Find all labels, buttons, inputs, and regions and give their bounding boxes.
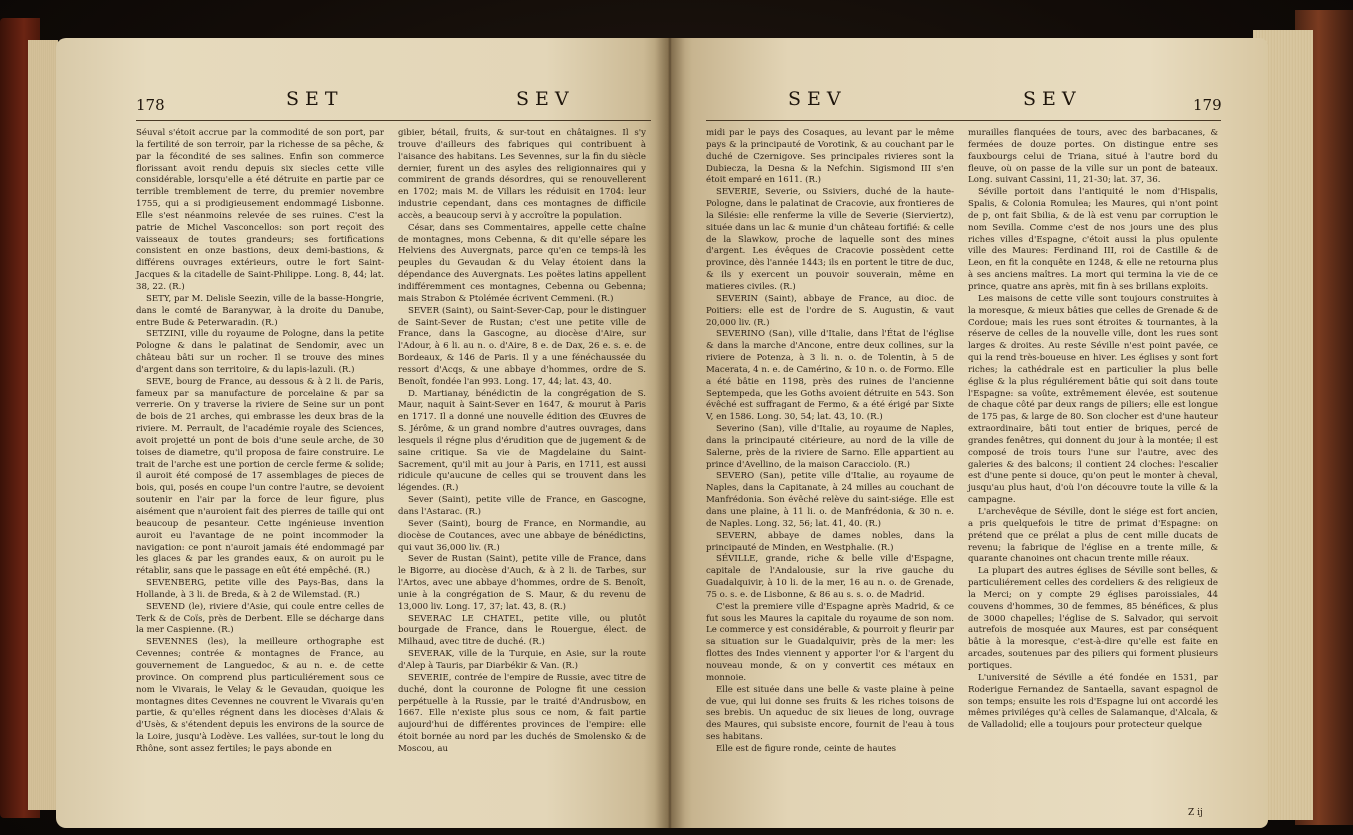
page-edges-left bbox=[28, 40, 58, 810]
article-paragraph: SEVERN, abbaye de dames nobles, dans la principauté de Minden, en Westphalie. (R.) bbox=[706, 530, 954, 553]
right-page-number: 179 bbox=[1193, 96, 1222, 114]
article-paragraph: L'archevêque de Séville, dont le siége est fort ancien, a pris quelquefois le titre de primat d'Espagne: on prétend que ce prélat a plus de cent mille ducats de revenu; la fabrique de l'église en a trente mille, & quarante chanoines ont chacun trente mille réaux. bbox=[968, 507, 1218, 565]
article-paragraph: SEVER (Saint), ou Saint-Sever-Cap, pour le distinguer de Saint-Sever de Rustan; c'est une petite ville de France, dans la Gascogne, au diocèse d'Aire, sur l'Adour, à 6 li. au n. o. d'Aire, 8 e. de Dax, 26 e. s. e. de Bordeaux, & 146 de Paris. Il y a une fénéchaussée du ressort d'Acqs, & une abbaye d'hommes, ordre de S. Benoît, fondée l'an 993. Long. 17, 44; lat. 43, 40. bbox=[398, 305, 646, 387]
article-paragraph: midi par le pays des Cosaques, au levant par le même pays & la principauté de Vorotink, & au couchant par le duché de Czernigove. Ses principales rivieres sont la Dubiecza, la Desna & la Nefchin. Sigismond III s'en étoit emparé en 1611. (R.) bbox=[706, 128, 954, 186]
article-paragraph: Séuval s'étoit accrue par la commodité de son port, par la fertilité de son terroir, par la richesse de sa pêche, & par la fécondité de ses salines. Enfin son commerce florissant avoit rendu depuis six siecles cette ville considérable, lorsqu'elle a été détruite en partie par ce terrible tremblement de terre, du premier novembre 1755, qui a si prodigieusement endommagé Lisbonne. Elle s'est néanmoins relevée de ses ruines. C'est la patrie de Michel Vasconcellos: son port reçoit des vaisseaux de toutes grandeurs; ses fortifications consistent en onze bastions, deux demi-bastions, & différens ouvrages extérieurs, outre le fort Saint-Jacques & la citadelle de Saint-Philippe. Long. 8, 44; lat. 38, 22. (R.) bbox=[136, 128, 384, 292]
article-paragraph: SEVERINO (San), ville d'Italie, dans l'État de l'église & dans la marche d'Ancone, entre deux collines, sur la riviere de Potenza, à 3 li. n. o. de Tolentin, à 5 de Macerata, 4 n. e. de Camérino, & 10 n. o. de Formo. Elle a été bâtie en 1198, près des ruines de l'ancienne Septempeda, que les Goths avoient détruite en 543. Son évêché est suffragant de Fermo, & a été érigé par Sixte V, en 1586. Long. 30, 54; lat. 43, 10. (R.) bbox=[706, 329, 954, 423]
article-paragraph: SEVERAK, ville de la Turquie, en Asie, sur la route d'Alep à Tauris, par Diarbékir & Van. (R.) bbox=[398, 649, 646, 671]
book-gutter bbox=[655, 38, 685, 828]
article-paragraph: Elle est située dans une belle & vaste plaine à peine de vue, qui lui donne ses fruits & les riches toisons de ses brebis. Un aqueduc de six lieues de long, ouvrage des Maures, qui subsiste encore, fournit de l'eau à tous ses habitans. bbox=[706, 684, 954, 743]
article-paragraph: SEVERO (San), petite ville d'Italie, au royaume de Naples, dans la Capitanate, à 24 milles au couchant de Manfrédonia. Son évêché relève du saint-siége. Elle est dans une plaine, à 11 li. o. de Manfrédonia, & 30 n. e. de Naples. Long. 32, 56; lat. 41, 40. (R.) bbox=[706, 471, 954, 529]
article-paragraph: SEVERAC LE CHATEL, petite ville, ou plutôt bourgade de France, dans le Rouergue, élect. de Milhaud, avec titre de duché. (R.) bbox=[398, 613, 646, 648]
article-paragraph: Sever (Saint), petite ville de France, en Gascogne, dans l'Astarac. (R.) bbox=[398, 495, 646, 517]
article-paragraph: SÉVILLE, grande, riche & belle ville d'Espagne, capitale de l'Andalousie, sur la rive gauche du Guadalquivir, à 10 li. de la mer, 16 au n. o. de Grenade, 75 o. s. e. de Lisbonne, & 86 au s. s. o. de Madrid. bbox=[706, 554, 954, 600]
article-paragraph: Severino (San), ville d'Italie, au royaume de Naples, dans la principauté citérieure, au nord de la ville de Salerne, près de la riviere de Sarno. Elle appartient au prince d'Avellino, de la maison Caracciolo. (R.) bbox=[706, 424, 954, 470]
article-paragraph: Séville portoit dans l'antiquité le nom d'Hispalis, Spalis, & Colonia Romulea; les Maures, qui n'ont point de p, ont fait Sbilia, & de là est venu par corruption le nom Sevilla. Comme c'est de nos jours une des plus riches villes d'Espagne, c'étoit aussi la plus opulente ville des Maures: Ferdinand III, roi de Castille & de Leon, en fit la conquête en 1248, & elle ne retourna plus à ses anciens maîtres. La mort qui termina la vie de ce prince, quatre ans après, mit fin à ses brillans exploits. bbox=[968, 187, 1218, 292]
right-header-rule bbox=[706, 120, 1221, 121]
article-paragraph: SEVENNES (les), la meilleure orthographe est Cevennes; contrée & montagnes de France, au gouvernement de Languedoc, & au n. e. de cette province. On comprend plus particuliérement sous ce nom le Vivarais, le Velay & le Gevaudan, quoique les montagnes dites Cevennes ne couvrent le Vivarais qu'en partie, & qu'elles régnent dans les diocèses d'Alais & d'Usès, & s'étendent depuis les environs de la source de la Loire, jusqu'à Lodève. Les vallées, sur-tout le long du Rhône, sont assez fertiles; le pays abonde en bbox=[136, 637, 384, 754]
article-paragraph: SEVERIE, contrée de l'empire de Russie, avec titre de duché, dont la couronne de Pologne fit une cession perpétuelle à la Russie, par le traité d'Andrusbow, en 1667. Elle n'existe plus sous ce nom, & fait partie aujourd'hui de différentes provinces de l'empire: elle étoit bornée au nord par les duchés de Smolensko & de Moscou, au bbox=[398, 672, 646, 754]
article-paragraph: Elle est de figure ronde, ceinte de hautes bbox=[716, 743, 897, 754]
left-page-column-1 bbox=[136, 128, 384, 756]
article-paragraph: César, dans ses Commentaires, appelle cette chaîne de montagnes, mons Cebenna, & dit qu'elle sépare les Helviens des Auvergnats, parce qu'en ce temps-là les peuples du Gevaudan & du Velay étoient dans la dépendance des Auvergnats. Les poëtes latins appellent indifféremment ces montagnes, Cebenna ou Gebenna; mais Strabon & Ptolémée écrivent Cemmeni. (R.) bbox=[398, 222, 646, 304]
article-paragraph: murailles flanquées de tours, avec des barbacanes, & fermées de douze portes. On distingue entre ses fauxbourgs celui de Triana, situé à l'autre bord du fleuve, où on passe de la ville sur un pont de bateaux. Long. suivant Cassini, 11, 21-30; lat. 37, 36. bbox=[968, 128, 1218, 186]
left-page-header-left: SET bbox=[286, 88, 344, 110]
article-paragraph: SETZINI, ville du royaume de Pologne, dans la petite Pologne & dans le palatinat de Sendomir, avec un château bâti sur un rocher. Il se trouve des mines d'argent dans son territoire, & du lapis-lazuli. (R.) bbox=[136, 329, 384, 375]
left-page-header-right: SEV bbox=[516, 88, 575, 110]
article-paragraph: gibier, bétail, fruits, & sur-tout en châtaignes. Il s'y trouve d'ailleurs des fabriques qui contribuent à l'aisance des habitans. Les Sevennes, sur la fin du siècle dernier, furent un des asyles des religionnaires qui y commirent de grands désordres, qui se renouvellerent en 1702; mais M. de Villars les réduisit en 1704: leur industrie cependant, dans ces montagnes de difficile accès, a beaucoup servi à y accroître la population. bbox=[398, 128, 646, 221]
article-paragraph: D. Martianay, bénédictin de la congrégation de S. Maur, naquit à Saint-Sever en 1647, & mourut à Paris en 1717. Il a donné une nouvelle édition des Œuvres de S. Jérôme, & un grand nombre d'autres ouvrages, dans lesquels il régne plus d'érudition que de jugement & de saine critique. Sa vie de Magdelaine du Saint-Sacrement, qu'il mit au jour à Paris, en 1711, est aussi ridicule qu'aucune de celles qui se trouvent dans les légendes. (R.) bbox=[398, 388, 646, 494]
left-page-column-2 bbox=[398, 128, 646, 756]
article-paragraph: SETY, par M. Delisle Seezin, ville de la basse-Hongrie, dans le comté de Baranywar, à la droite du Danube, entre Bude & Peterwaradin. (R.) bbox=[136, 293, 384, 328]
left-header-rule bbox=[136, 120, 651, 121]
article-paragraph: Sever (Saint), bourg de France, en Normandie, au diocèse de Coutances, avec une abbaye de bénédictins, qui vaut 36,000 liv. (R.) bbox=[398, 518, 646, 553]
right-page-header-right: SEV bbox=[1023, 88, 1082, 110]
article-paragraph: C'est la premiere ville d'Espagne après Madrid, & ce fut sous les Maures la capitale du royaume de son nom. Le commerce y est considérable, & pourroit y fleurir par sa situation sur le Guadalquivir, près de la mer: les flottes des Indes viennent y apporter l'or & l'argent du nouveau monde, & on y convertit ces métaux en monnoie. bbox=[706, 601, 954, 683]
right-page bbox=[668, 38, 1268, 828]
article-paragraph: L'université de Séville a été fondée en 1531, par Roderigue Fernandez de Santaella, savant espagnol de son temps; ensuite les rois d'Espagne lui ont accordé les mêmes priviléges qu'à celles de Salamanque, d'Alcala, & de Valladolid; elle a toujours pour protecteur quelque bbox=[968, 672, 1218, 731]
article-paragraph: La plupart des autres églises de Séville sont belles, & particuliérement celles des cordeliers & des religieux de la Merci; on y compte 29 églises paroissiales, 44 couvens d'hommes, 30 de femmes, 85 bénéfices, & plus de 3000 chapelles; l'église de S. Salvador, qui servoit autrefois de mosquée aux Maures, est par conséquent bâtie à la moresque, c'est-à-dire qu'elle est faite en arcades, soutenues par des piliers qui forment plusieurs portiques. bbox=[968, 566, 1218, 671]
right-page-column-2 bbox=[968, 128, 1218, 732]
left-page-number: 178 bbox=[136, 96, 165, 114]
page-signature-mark: Z ij bbox=[1188, 808, 1203, 818]
left-page bbox=[56, 38, 668, 828]
article-paragraph: Les maisons de cette ville sont toujours construites à la moresque, & mieux bâties que celles de Grenade & de Cordoue; mais les rues sont étroites & tournantes, à la réserve de celles de la nouvelle ville, dont les rues sont larges & droites. Au reste Séville n'est point pavée, ce qui la rend très-boueuse en hiver. Les églises y sont fort riches; la cathédrale est en particulier la plus belle église & la plus réguliérement bâtie qui soit dans toute l'Espagne: sa voûte, extrêmement élevée, est soutenue de chaque côté par deux rangs de piliers; elle est longue de 175 pas, & large de 80. Son clocher est d'une hauteur extraordinaire, bâti tout entier de briques, percé de grandes fenêtres, qui donnent du jour à la montée; il est composé de trois tours l'une sur l'autre, avec des galeries & des balcons; il contient 24 cloches: l'escalier est d'une pente si douce, qu'on peut le monter à cheval, jusqu'au plus haut, d'où l'on découvre toute la ville & la campagne. bbox=[968, 293, 1218, 506]
article-paragraph: SEVERIN (Saint), abbaye de France, au dioc. de Poitiers: elle est de l'ordre de S. Augustin, & vaut 20,000 liv. (R.) bbox=[706, 293, 954, 328]
article-paragraph: SEVENBERG, petite ville des Pays-Bas, dans la Hollande, à 3 li. de Breda, & à 2 de Wilemstad. (R.) bbox=[136, 578, 384, 600]
right-page-column-1 bbox=[706, 128, 954, 756]
article-paragraph: SEVERIE, Severie, ou Ssiviers, duché de la haute-Pologne, dans le palatinat de Cracovie, aux frontieres de la Silésie: elle renferme la ville de Severie (Sierviertz), située dans un lac & munie d'un château fortifié: & celle de la Slawkow, proche de laquelle sont des mines d'argent. Les évêques de Cracovie possèdent cette province, dès l'année 1443; ils en portent le titre de duc, & ils y exercent un pouvoir souverain, même en matieres civiles. (R.) bbox=[706, 187, 954, 292]
article-paragraph: SEVEND (le), riviere d'Asie, qui coule entre celles de Terk & de Coïs, près de Derbent. Elle se décharge dans la mer Caspienne. (R.) bbox=[136, 601, 384, 636]
article-paragraph: Sever de Rustan (Saint), petite ville de France, dans le Bigorre, au diocèse d'Auch, & à 2 li. de Tarbes, sur l'Artos, avec une abbaye d'hommes, ordre de S. Benoît, unie à la congrégation de S. Maur, & du revenu de 13,000 liv. Long. 17, 37; lat. 43, 8. (R.) bbox=[398, 554, 646, 612]
right-page-header-left: SEV bbox=[788, 88, 847, 110]
article-paragraph: SEVE, bourg de France, au dessous & à 2 li. de Paris, fameux par sa manufacture de porcelaine & par sa verrerie. On y traverse la riviere de Seine sur un pont de bois de 21 arches, qui embrasse les deux bras de la riviere. M. Perrault, de l'académie royale des Sciences, avoit projetté un pont de bois d'une seule arche, de 30 toises de diametre, qu'il proposa de faire construire. Le trait de l'arche est une portion de cercle ferme & solide; il auroit été composé de 17 assemblages de pieces de bois, qui, posés en coupe l'un contre l'autre, se devoient soutenir en l'air par la force de leur figure, plus aisément que n'auroient fait des pierres de taille qui ont beaucoup de pesanteur. Cette ingénieuse invention auroit eu l'avantage de ne point incommoder la navigation: ce pont n'auroit jamais été endommagé par les glaces & par les grandes eaux, & on auroit pu le rétablir, sans que le passage en eût été empêché. (R.) bbox=[136, 376, 384, 577]
